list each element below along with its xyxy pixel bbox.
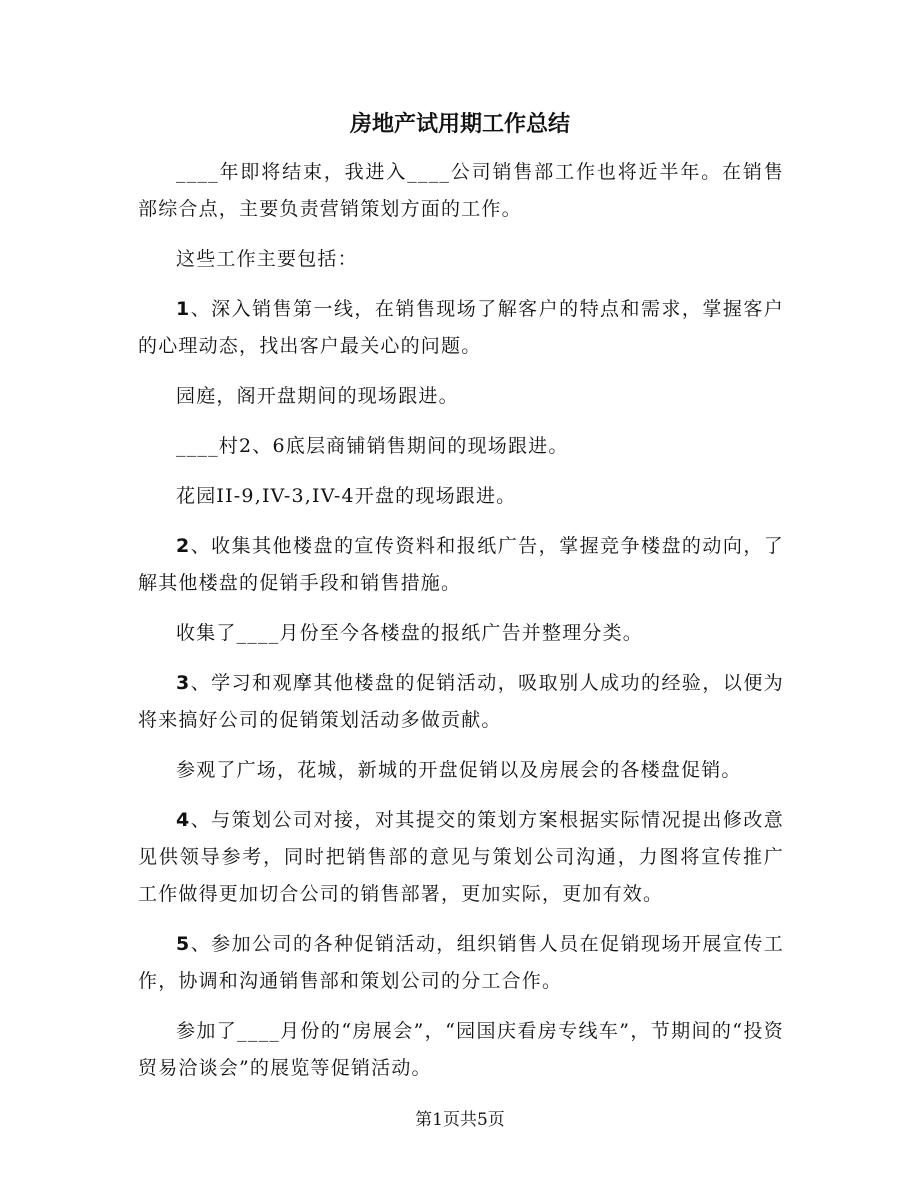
list-item-number: 4 — [176, 809, 191, 831]
list-item-1 — [138, 291, 784, 365]
document-title: 房地产试用期工作总结 — [349, 112, 570, 137]
list-item-number: 5 — [176, 933, 191, 955]
paragraph-detail: 园庭，阁开盘期间的现场跟进。 — [176, 385, 459, 407]
list-item-5 — [138, 926, 784, 1000]
list-item-text: 、与策划公司对接，对其提交的策划方案根据实际情况提出修改意见供领导参考，同时把销售部的意见与策划公司沟通，力图将宣传推广工作做得更加切合公司的销售部署，更加实际，更加有效。 — [138, 809, 784, 905]
list-item-text: 、收集其他楼盘的宣传资料和报纸广告，掌握竞争楼盘的动向，了解其他楼盘的促销手段和销售措施。 — [138, 535, 784, 594]
list-item-3 — [138, 665, 784, 739]
paragraph-work-list-intro: 这些工作主要包括： — [176, 248, 358, 270]
paragraph-detail: ____村2、6底层商铺销售期间的现场跟进。 — [176, 435, 569, 457]
list-item-text: 、参加公司的各种促销活动，组织销售人员在促销现场开展宣传工作，协调和沟通销售部和策划公司的分工合作。 — [138, 933, 784, 992]
list-item-number: 2 — [176, 535, 191, 557]
list-item-number: 3 — [176, 672, 191, 694]
list-item-text: 、学习和观摩其他楼盘的促销活动，吸取别人成功的经验，以便为将来搞好公司的促销策划活动多做贡献。 — [138, 672, 784, 731]
page-footer: 第1页共5页 — [415, 1110, 505, 1130]
document-body — [138, 154, 784, 1100]
list-item-4 — [138, 802, 784, 913]
paragraph-detail: 参加了____月份的“房展会”，“园国庆看房专线车”，节期间的“投资贸易洽谈会”的展览等促销活动。 — [138, 1020, 784, 1079]
list-item-2 — [138, 528, 784, 602]
paragraph-detail: 收集了____月份至今各楼盘的报纸广告并整理分类。 — [176, 622, 644, 644]
paragraph-detail: 参观了广场，花城，新城的开盘促销以及房展会的各楼盘促销。 — [176, 759, 742, 781]
list-item-text: 、深入销售第一线，在销售现场了解客户的特点和需求，掌握客户的心理动态，找出客户最关心的问题。 — [138, 298, 784, 357]
list-item-number: 1 — [176, 298, 191, 320]
paragraph-detail: 花园II-9,IV-3,IV-4开盘的现场跟进。 — [176, 485, 517, 507]
paragraph-intro: ____年即将结束，我进入____公司销售部工作也将近半年。在销售部综合点，主要负责营销策划方面的工作。 — [138, 161, 784, 220]
